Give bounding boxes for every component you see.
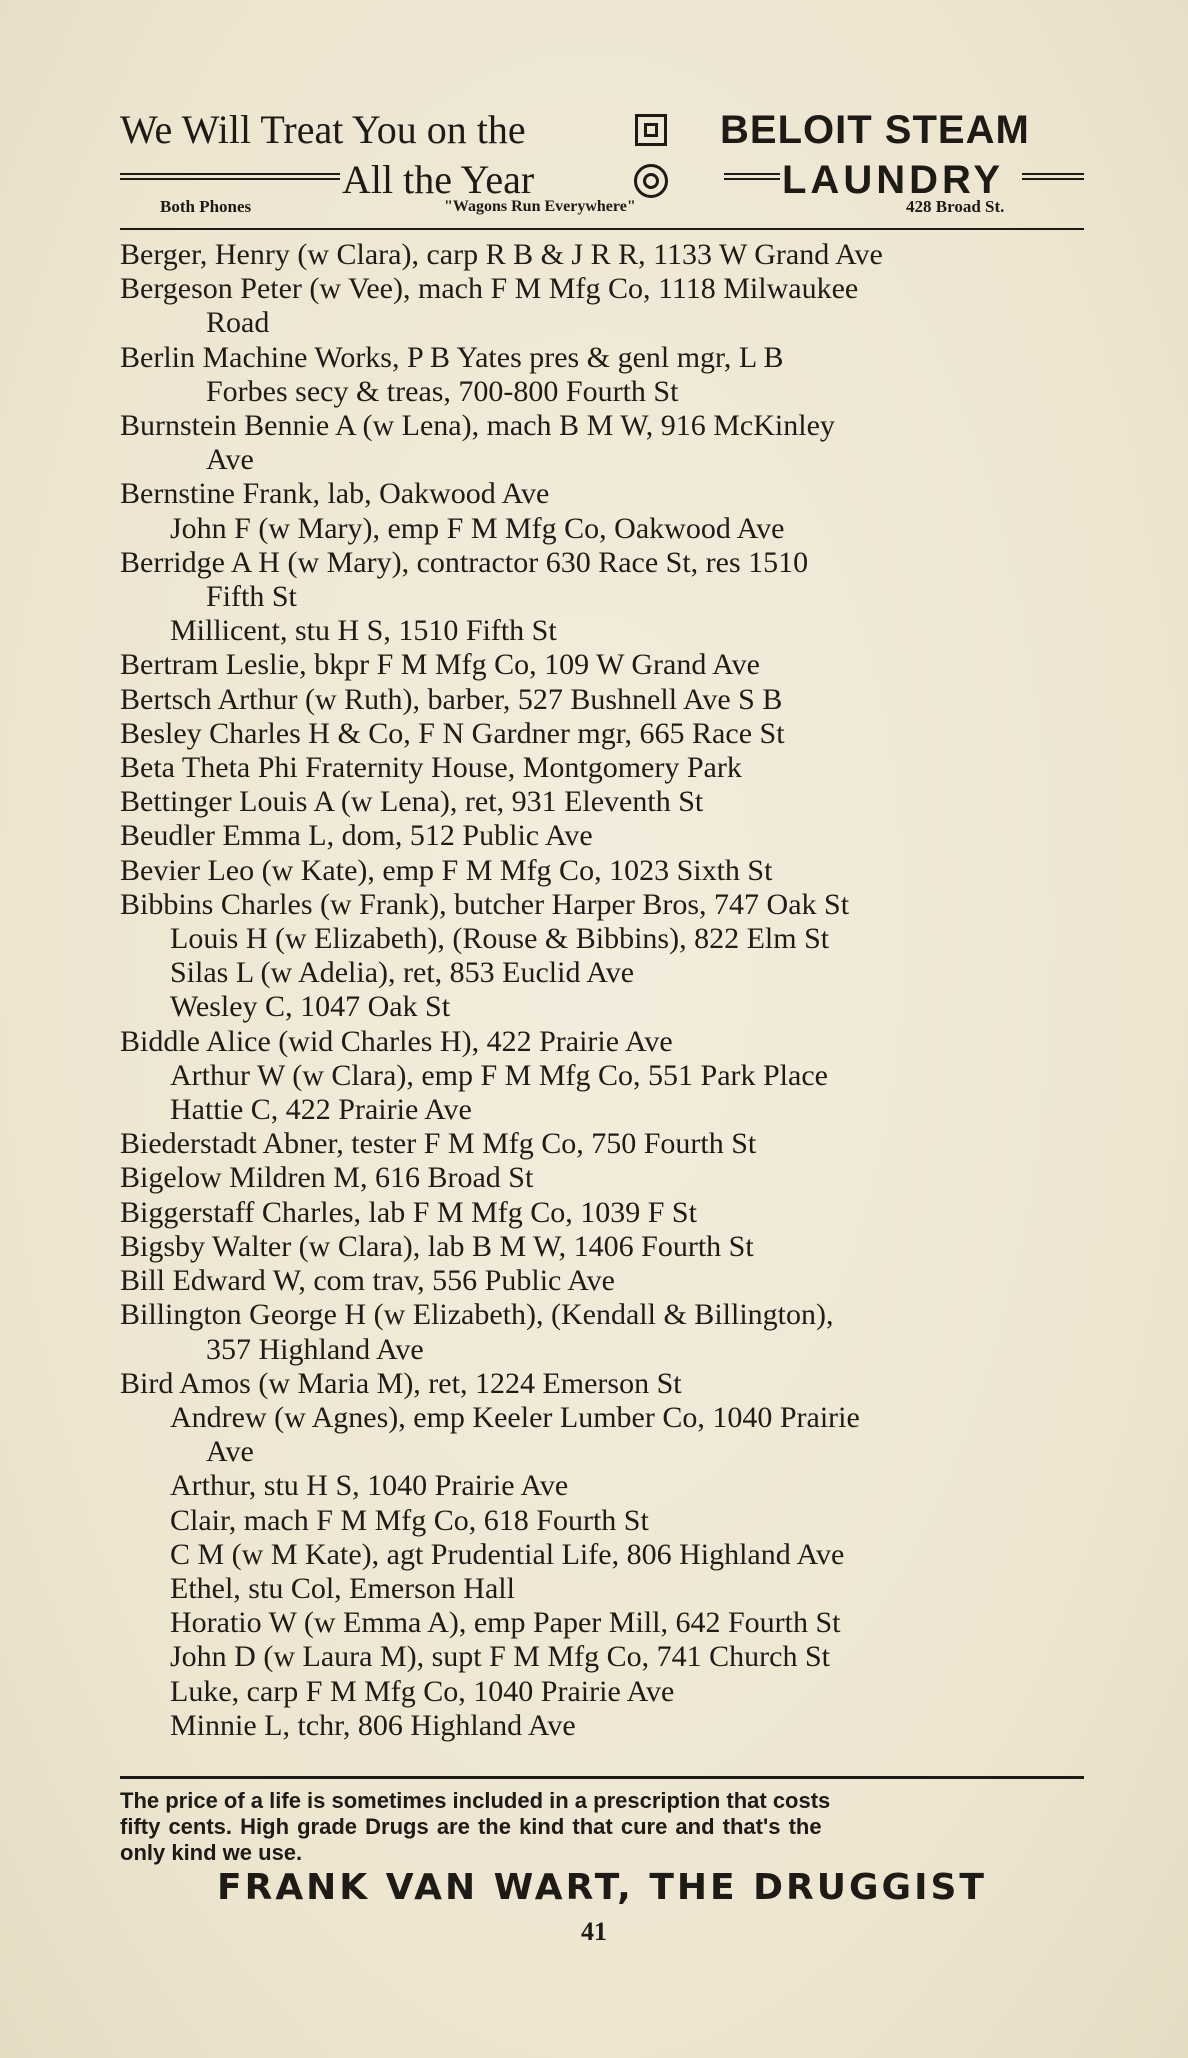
header-divider — [120, 228, 1084, 230]
directory-entry: Billington George H (w Elizabeth), (Kendall & Billington), — [120, 1298, 834, 1332]
directory-entry-continuation: 357 Highland Ave — [206, 1332, 424, 1366]
directory-sub-entry: Hattie C, 422 Prairie Ave — [170, 1093, 472, 1127]
laundry-ad-details — [120, 196, 1084, 218]
decorative-double-rule — [1022, 173, 1084, 180]
directory-sub-entry: John D (w Laura M), supt F M Mfg Co, 741 Church St — [170, 1640, 830, 1674]
ad-phones: Both Phones — [160, 197, 252, 216]
directory-entry: Bettinger Louis A (w Lena), ret, 931 Eleventh St — [120, 785, 704, 819]
directory-entry: Bill Edward W, com trav, 556 Public Ave — [120, 1264, 615, 1298]
directory-entry: Bigelow Mildren M, 616 Broad St — [120, 1161, 534, 1195]
drugstore-ad-line: The price of a life is sometimes included in a prescription that costs — [120, 1788, 831, 1813]
ad-tagline-part1: We Will Treat You on the — [120, 107, 526, 152]
laundry-ad-line1 — [120, 104, 1084, 156]
directory-sub-entry: Louis H (w Elizabeth), (Rouse & Bibbins), 822 Elm St — [170, 922, 830, 956]
directory-sub-entry: Ethel, stu Col, Emerson Hall — [170, 1571, 515, 1605]
directory-entry: Bertsch Arthur (w Ruth), barber, 527 Bushnell Ave S B — [120, 682, 783, 716]
directory-sub-entry: Andrew (w Agnes), emp Keeler Lumber Co, 1040 Prairie — [170, 1400, 860, 1434]
directory-entry: Biederstadt Abner, tester F M Mfg Co, 750 Fourth St — [120, 1127, 757, 1161]
directory-sub-entry: Clair, mach F M Mfg Co, 618 Fourth St — [170, 1503, 649, 1537]
directory-entry-continuation: Forbes secy & treas, 700-800 Fourth St — [206, 374, 679, 408]
laundry-name-part1: BELOIT STEAM — [720, 108, 1030, 152]
laundry-name-part2: LAUNDRY — [782, 158, 1005, 202]
directory-entry: Besley Charles H & Co, F N Gardner mgr, 665 Race St — [120, 716, 785, 750]
ad-slogan: "Wagons Run Everywhere" — [444, 198, 636, 215]
directory-entry: Biddle Alice (wid Charles H), 422 Prairie Ave — [120, 1024, 673, 1058]
directory-entry-continuation: Road — [206, 306, 270, 340]
directory-sub-entry: Arthur, stu H S, 1040 Prairie Ave — [170, 1469, 569, 1503]
footer-divider — [120, 1776, 1084, 1779]
drugstore-ad-text — [120, 1788, 1080, 1866]
directory-entry: Beta Theta Phi Fraternity House, Montgomery Park — [120, 751, 742, 785]
directory-entry: Burnstein Bennie A (w Lena), mach B M W, 916 McKinley — [120, 409, 835, 443]
directory-entry: Bird Amos (w Maria M), ret, 1224 Emerson St — [120, 1366, 682, 1400]
directory-sub-entry: Millicent, stu H S, 1510 Fifth St — [170, 614, 557, 648]
directory-entry: Bertram Leslie, bkpr F M Mfg Co, 109 W Grand Ave — [120, 648, 760, 682]
directory-entry-continuation: Fifth St — [206, 580, 297, 614]
directory-entry: Berridge A H (w Mary), contractor 630 Race St, res 1510 — [120, 545, 809, 579]
directory-sub-entry: Silas L (w Adelia), ret, 853 Euclid Ave — [170, 956, 635, 990]
square-emblem-icon — [635, 114, 667, 146]
ad-address: 428 Broad St. — [906, 197, 1005, 216]
drugstore-ad-line: fifty cents. High grade Drugs are the kind that cure and that's the — [120, 1814, 822, 1839]
directory-sub-entry: Minnie L, tchr, 806 Highland Ave — [170, 1708, 576, 1742]
directory-sub-entry: John F (w Mary), emp F M Mfg Co, Oakwood Ave — [170, 511, 785, 545]
laundry-ad-line2 — [120, 154, 1084, 202]
circle-emblem-icon — [634, 164, 668, 198]
directory-entry-continuation: Ave — [206, 443, 254, 477]
directory-entry: Bernstine Frank, lab, Oakwood Ave — [120, 477, 550, 511]
drugstore-ad-line: only kind we use. — [120, 1840, 303, 1865]
directory-entry: Berger, Henry (w Clara), carp R B & J R R, 1133 W Grand Ave — [120, 238, 883, 271]
decorative-double-rule — [120, 173, 340, 180]
directory-entry: Bigsby Walter (w Clara), lab B M W, 1406 Fourth St — [120, 1229, 754, 1263]
directory-entry: Berlin Machine Works, P B Yates pres & genl mgr, L B — [120, 340, 784, 374]
decorative-double-rule — [724, 173, 780, 180]
directory-entry: Biggerstaff Charles, lab F M Mfg Co, 1039 F St — [120, 1195, 697, 1229]
directory-sub-entry: Wesley C, 1047 Oak St — [170, 990, 451, 1024]
directory-listings — [120, 238, 1084, 1743]
directory-sub-entry: Horatio W (w Emma A), emp Paper Mill, 642 Fourth St — [170, 1606, 841, 1640]
directory-entry: Bevier Leo (w Kate), emp F M Mfg Co, 1023 Sixth St — [120, 853, 773, 887]
page-number: 41 — [581, 1917, 607, 1946]
druggist-name: FRANK VAN WART, THE DRUGGIST — [217, 1867, 987, 1908]
directory-sub-entry: Luke, carp F M Mfg Co, 1040 Prairie Ave — [170, 1674, 675, 1708]
directory-sub-entry: Arthur W (w Clara), emp F M Mfg Co, 551 Park Place — [170, 1058, 828, 1092]
directory-entry: Bibbins Charles (w Frank), butcher Harper Bros, 747 Oak St — [120, 887, 850, 921]
directory-entry: Beudler Emma L, dom, 512 Public Ave — [120, 819, 593, 853]
directory-sub-entry: C M (w M Kate), agt Prudential Life, 806 Highland Ave — [170, 1537, 845, 1571]
ad-tagline-part2: All the Year — [342, 157, 535, 202]
directory-entry-continuation: Ave — [206, 1435, 254, 1469]
directory-entry: Bergeson Peter (w Vee), mach F M Mfg Co, 1118 Milwaukee — [120, 272, 859, 306]
